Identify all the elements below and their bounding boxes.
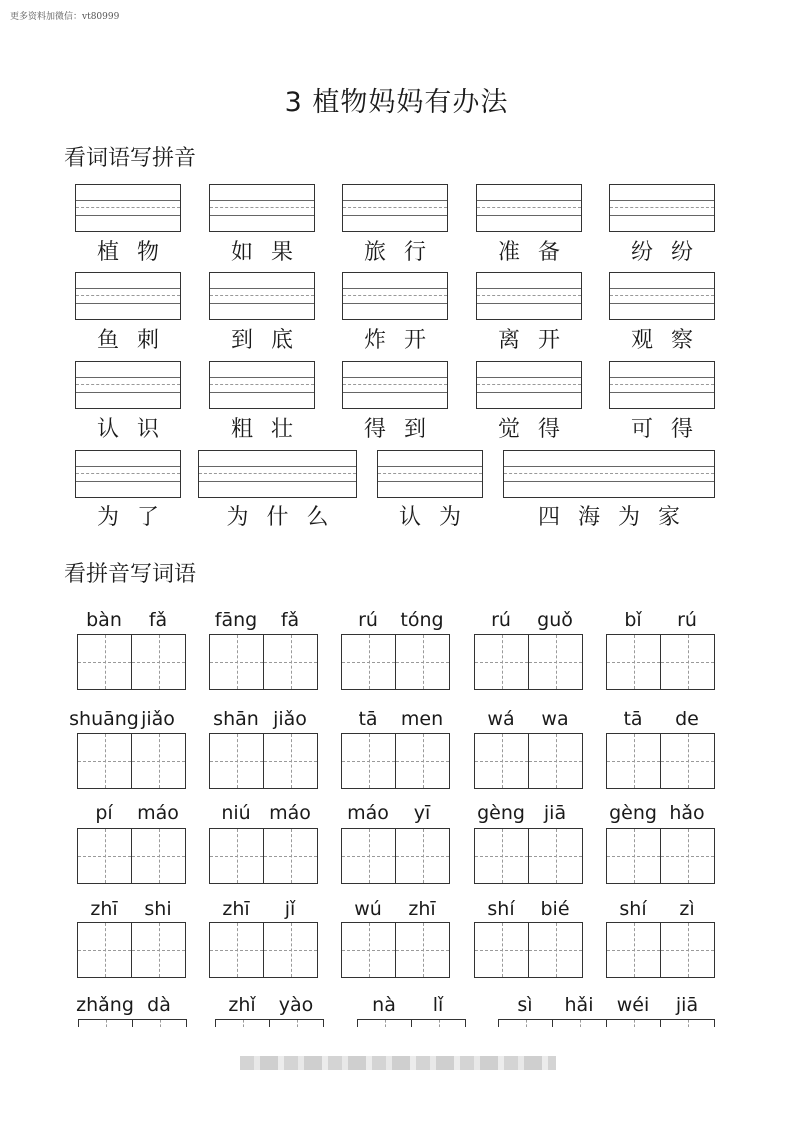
pinyin-syllable: máo bbox=[347, 802, 389, 824]
pinyin-answer-box[interactable] bbox=[198, 450, 357, 498]
character-grid-cell[interactable] bbox=[209, 922, 264, 978]
character-grid-cell[interactable] bbox=[132, 1019, 187, 1027]
pinyin-syllable: hǎi bbox=[564, 994, 594, 1016]
character-grid-cell[interactable] bbox=[131, 634, 186, 690]
word-characters: 粗壮 bbox=[230, 417, 311, 442]
pinyin-syllable: nà bbox=[372, 994, 396, 1016]
word-characters: 为什么 bbox=[226, 505, 347, 530]
character-grid-cell[interactable] bbox=[660, 922, 715, 978]
pinyin-syllable: sì bbox=[517, 994, 533, 1016]
pinyin-syllable: bǐ bbox=[624, 609, 642, 631]
character-grid-cell[interactable] bbox=[341, 733, 396, 789]
pinyin-syllable: yī bbox=[413, 802, 431, 824]
pinyin-syllable: tā bbox=[623, 708, 643, 730]
section-heading-pinyin: 看词语写拼音 bbox=[64, 146, 197, 171]
character-grid-cell[interactable] bbox=[77, 922, 132, 978]
character-grid-cell[interactable] bbox=[131, 828, 186, 884]
character-grid-cell[interactable] bbox=[209, 828, 264, 884]
character-grid-cell[interactable] bbox=[606, 1019, 661, 1027]
word-characters: 旅行 bbox=[363, 240, 444, 265]
pinyin-syllable: men bbox=[400, 708, 444, 730]
pinyin-syllable: jǐ bbox=[284, 898, 296, 920]
word-characters: 为了 bbox=[96, 505, 177, 530]
character-grid-cell[interactable] bbox=[341, 634, 396, 690]
pinyin-syllable: wá bbox=[487, 708, 515, 730]
character-grid-cell[interactable] bbox=[395, 828, 450, 884]
character-grid-cell[interactable] bbox=[606, 828, 661, 884]
pinyin-syllable: rú bbox=[677, 609, 697, 631]
word-characters: 四海为家 bbox=[537, 505, 698, 530]
character-grid-cell[interactable] bbox=[131, 922, 186, 978]
pinyin-syllable: gèng bbox=[477, 802, 525, 824]
pinyin-syllable: zhī bbox=[90, 898, 118, 920]
pinyin-syllable: zì bbox=[679, 898, 695, 920]
word-characters: 认为 bbox=[398, 505, 479, 530]
character-grid-cell[interactable] bbox=[528, 634, 583, 690]
word-characters: 观察 bbox=[630, 328, 711, 353]
pinyin-syllable: gèng bbox=[609, 802, 657, 824]
pinyin-answer-box[interactable] bbox=[209, 184, 315, 232]
pinyin-syllable: dà bbox=[147, 994, 171, 1016]
pinyin-syllable: shān bbox=[213, 708, 259, 730]
pinyin-answer-box[interactable] bbox=[342, 361, 448, 409]
character-grid-cell[interactable] bbox=[474, 922, 529, 978]
pinyin-syllable: shí bbox=[619, 898, 647, 920]
character-grid-cell[interactable] bbox=[411, 1019, 466, 1027]
pinyin-syllable: wa bbox=[541, 708, 569, 730]
pinyin-syllable: fǎ bbox=[148, 609, 168, 631]
character-grid-cell[interactable] bbox=[269, 1019, 324, 1027]
pinyin-syllable: wéi bbox=[616, 994, 650, 1016]
pinyin-syllable: shi bbox=[144, 898, 172, 920]
character-grid-cell[interactable] bbox=[660, 634, 715, 690]
character-grid-cell[interactable] bbox=[660, 1019, 715, 1027]
pinyin-answer-box[interactable] bbox=[476, 361, 582, 409]
pinyin-syllable: niú bbox=[221, 802, 251, 824]
word-characters: 如果 bbox=[230, 240, 311, 265]
character-grid-cell[interactable] bbox=[77, 733, 132, 789]
word-characters: 离开 bbox=[497, 328, 578, 353]
pinyin-syllable: bàn bbox=[86, 609, 122, 631]
word-characters: 植物 bbox=[96, 240, 177, 265]
pinyin-syllable: zhī bbox=[408, 898, 436, 920]
pinyin-syllable: jiǎo bbox=[273, 708, 307, 730]
character-grid-cell[interactable] bbox=[660, 828, 715, 884]
word-characters: 得到 bbox=[363, 417, 444, 442]
pinyin-syllable: hǎo bbox=[669, 802, 705, 824]
pinyin-syllable: shí bbox=[487, 898, 515, 920]
character-grid-cell[interactable] bbox=[474, 634, 529, 690]
pinyin-answer-box[interactable] bbox=[75, 450, 181, 498]
character-grid-cell[interactable] bbox=[78, 1019, 133, 1027]
pinyin-syllable: yào bbox=[278, 994, 314, 1016]
character-grid-cell[interactable] bbox=[395, 634, 450, 690]
pinyin-syllable: jiā bbox=[543, 802, 567, 824]
word-characters: 鱼刺 bbox=[96, 328, 177, 353]
pinyin-answer-box[interactable] bbox=[377, 450, 483, 498]
pinyin-answer-box[interactable] bbox=[75, 184, 181, 232]
pinyin-syllable: tóng bbox=[400, 609, 444, 631]
watermark: 更多资料加微信：vt80999 bbox=[10, 12, 120, 22]
character-grid-cell[interactable] bbox=[357, 1019, 412, 1027]
pinyin-syllable: wú bbox=[354, 898, 382, 920]
character-grid-cell[interactable] bbox=[263, 634, 318, 690]
word-characters: 到底 bbox=[230, 328, 311, 353]
pinyin-syllable: fāng bbox=[214, 609, 258, 631]
pinyin-answer-box[interactable] bbox=[609, 184, 715, 232]
character-grid-cell[interactable] bbox=[263, 828, 318, 884]
pinyin-answer-box[interactable] bbox=[503, 450, 715, 498]
section-heading-words: 看拼音写词语 bbox=[64, 562, 197, 587]
word-characters: 炸开 bbox=[363, 328, 444, 353]
character-grid-cell[interactable] bbox=[263, 733, 318, 789]
pinyin-answer-box[interactable] bbox=[609, 361, 715, 409]
character-grid-cell[interactable] bbox=[209, 634, 264, 690]
character-grid-cell[interactable] bbox=[498, 1019, 553, 1027]
character-grid-cell[interactable] bbox=[474, 733, 529, 789]
character-grid-cell[interactable] bbox=[606, 634, 661, 690]
pinyin-syllable: de bbox=[675, 708, 699, 730]
character-grid-cell[interactable] bbox=[528, 733, 583, 789]
pinyin-answer-box[interactable] bbox=[209, 272, 315, 320]
page-title: 3 植物妈妈有办法 bbox=[284, 87, 509, 118]
character-grid-cell[interactable] bbox=[528, 828, 583, 884]
pinyin-syllable: máo bbox=[137, 802, 179, 824]
character-grid-cell[interactable] bbox=[215, 1019, 270, 1027]
character-grid-cell[interactable] bbox=[395, 922, 450, 978]
character-grid-cell[interactable] bbox=[341, 922, 396, 978]
pinyin-syllable: rú bbox=[491, 609, 511, 631]
pinyin-syllable: pí bbox=[95, 802, 113, 824]
pinyin-answer-box[interactable] bbox=[342, 272, 448, 320]
character-grid-cell[interactable] bbox=[131, 733, 186, 789]
pinyin-syllable: zhǎng bbox=[76, 994, 134, 1016]
pinyin-syllable: máo bbox=[269, 802, 311, 824]
pinyin-answer-box[interactable] bbox=[209, 361, 315, 409]
pinyin-answer-box[interactable] bbox=[476, 272, 582, 320]
pinyin-syllable: jiā bbox=[675, 994, 699, 1016]
pinyin-syllable: zhǐ bbox=[228, 994, 256, 1016]
pinyin-syllable: rú bbox=[358, 609, 378, 631]
character-grid-cell[interactable] bbox=[341, 828, 396, 884]
pinyin-syllable: fǎ bbox=[280, 609, 300, 631]
character-grid-cell[interactable] bbox=[263, 922, 318, 978]
pinyin-syllable: lǐ bbox=[432, 994, 444, 1016]
character-grid-cell[interactable] bbox=[474, 828, 529, 884]
pinyin-syllable: bié bbox=[540, 898, 570, 920]
word-characters: 认识 bbox=[96, 417, 177, 442]
word-characters: 纷纷 bbox=[630, 240, 711, 265]
word-characters: 觉得 bbox=[497, 417, 578, 442]
pinyin-answer-box[interactable] bbox=[75, 272, 181, 320]
word-characters: 可得 bbox=[630, 417, 711, 442]
character-grid-cell[interactable] bbox=[660, 733, 715, 789]
pinyin-syllable: jiǎo bbox=[141, 708, 175, 730]
pinyin-syllable: zhī bbox=[222, 898, 250, 920]
character-grid-cell[interactable] bbox=[552, 1019, 607, 1027]
pinyin-answer-box[interactable] bbox=[75, 361, 181, 409]
pinyin-syllable: guǒ bbox=[537, 609, 573, 631]
character-grid-cell[interactable] bbox=[209, 733, 264, 789]
character-grid-cell[interactable] bbox=[77, 634, 132, 690]
word-characters: 准备 bbox=[497, 240, 578, 265]
character-grid-cell[interactable] bbox=[606, 733, 661, 789]
character-grid-cell[interactable] bbox=[606, 922, 661, 978]
pinyin-answer-box[interactable] bbox=[342, 184, 448, 232]
character-grid-cell[interactable] bbox=[528, 922, 583, 978]
pinyin-syllable: tā bbox=[358, 708, 378, 730]
character-grid-cell[interactable] bbox=[77, 828, 132, 884]
character-grid-cell[interactable] bbox=[395, 733, 450, 789]
pinyin-answer-box[interactable] bbox=[609, 272, 715, 320]
pinyin-syllable: shuāng bbox=[69, 708, 139, 730]
pinyin-answer-box[interactable] bbox=[476, 184, 582, 232]
blurred-footer bbox=[240, 1056, 556, 1070]
